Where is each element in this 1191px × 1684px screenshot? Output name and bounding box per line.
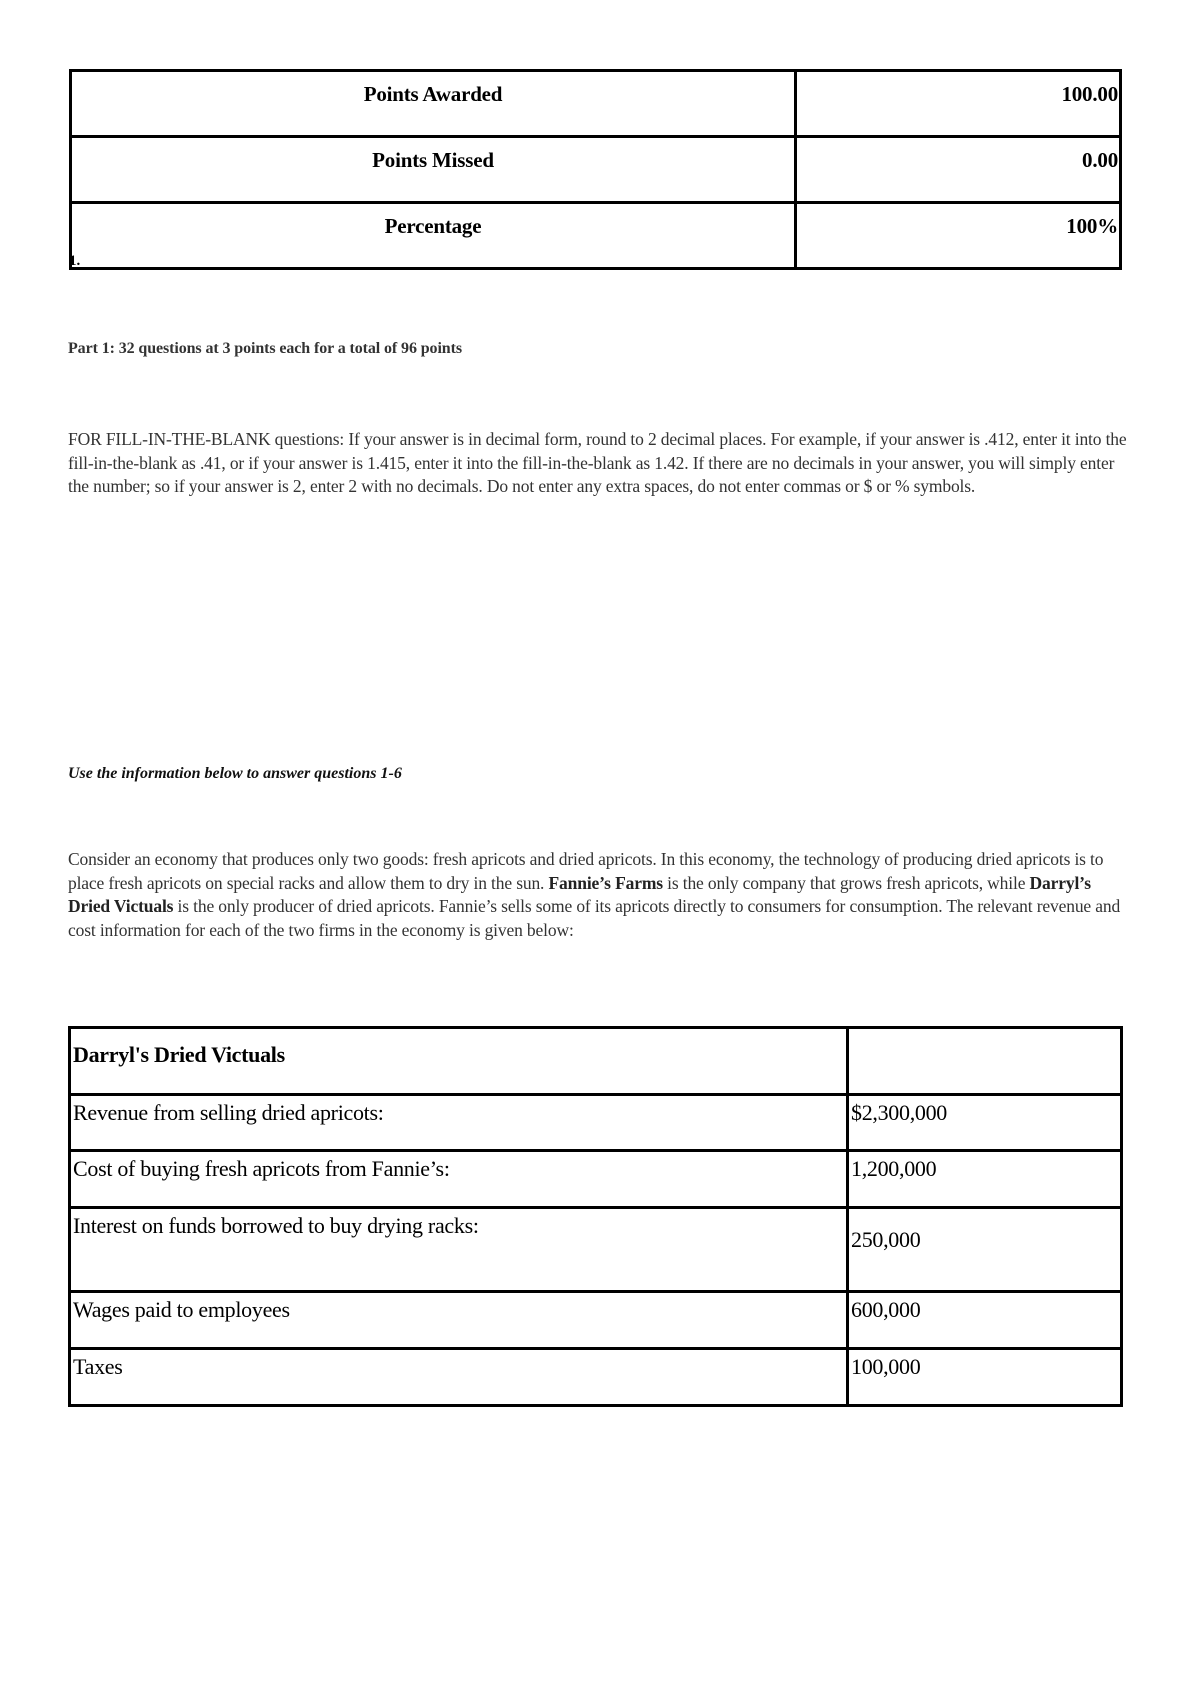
score-row-percentage bbox=[71, 203, 1121, 269]
table-header-row bbox=[70, 1028, 1122, 1095]
firm-title: Darryl's Dried Victuals bbox=[70, 1028, 848, 1095]
fannies-farms-name: Fannie’s Farms bbox=[548, 872, 663, 893]
table-row bbox=[70, 1349, 1122, 1406]
darryls-financial-table bbox=[68, 1026, 1123, 1407]
part-heading: Part 1: 32 questions at 3 points each for a total of 96 points bbox=[68, 340, 462, 357]
fill-in-the-blank-instructions: FOR FILL-IN-THE-BLANK questions: If your answer is in decimal form, round to 2 decimal places. For example, if your answer is .412, enter it into the fill-in-the-blank as .41, or if your answer is 1.415, enter it into the fill-in-the-blank as 1.42. If there are no decimals in your answer, you will simply enter the number; so if your answer is 2, enter 2 with no decimals. Do not enter any extra spaces, do not enter commas or $ or % symbols. bbox=[68, 429, 1127, 496]
table-row bbox=[70, 1292, 1122, 1349]
table-row bbox=[70, 1208, 1122, 1292]
points-awarded-label: Points Awarded bbox=[71, 71, 796, 137]
score-summary-table bbox=[69, 69, 1122, 270]
row-label: Taxes bbox=[70, 1349, 848, 1406]
scenario-text: Consider an economy that produces only two goods: fresh apricots and dried apricots. In this economy, the technology of producing dried apricots is to place fresh apricots on special racks and allow them to dry in the sun. bbox=[68, 849, 1104, 893]
percentage-value: 100% bbox=[796, 203, 1121, 269]
scenario-text: is the only company that grows fresh apricots, while bbox=[662, 872, 1030, 893]
info-heading: Use the information below to answer questions 1-6 bbox=[68, 765, 402, 782]
score-row-points-missed bbox=[71, 137, 1121, 203]
percentage-label: Percentage bbox=[71, 203, 796, 269]
row-label: Cost of buying fresh apricots from Fannie’s: bbox=[70, 1151, 848, 1208]
points-missed-label: Points Missed bbox=[71, 137, 796, 203]
row-value: 1,200,000 bbox=[848, 1151, 1122, 1208]
row-value: $2,300,000 bbox=[848, 1095, 1122, 1151]
row-label: Wages paid to employees bbox=[70, 1292, 848, 1349]
score-row-points-awarded bbox=[71, 71, 1121, 137]
row-label: Interest on funds borrowed to buy drying racks: bbox=[70, 1208, 848, 1292]
row-label: Revenue from selling dried apricots: bbox=[70, 1095, 848, 1151]
darryls-name: Darryl’s Dried Victuals bbox=[68, 872, 1091, 916]
table-row bbox=[70, 1151, 1122, 1208]
points-missed-value: 0.00 bbox=[796, 137, 1121, 203]
scenario-text: is the only producer of dried apricots. Fannie’s sells some of its apricots directly to consumers for consumption. The relevant revenue and cost information for each of the two firms in the economy is given below: bbox=[68, 896, 1121, 940]
table-row bbox=[70, 1095, 1122, 1151]
points-awarded-value: 100.00 bbox=[796, 71, 1121, 137]
firm-title-value bbox=[848, 1028, 1122, 1095]
row-value: 100,000 bbox=[848, 1349, 1122, 1406]
scenario-paragraph bbox=[68, 848, 1128, 942]
row-value: 600,000 bbox=[848, 1292, 1122, 1349]
row-value: 250,000 bbox=[848, 1208, 1122, 1292]
question-number: 1. bbox=[69, 253, 81, 269]
